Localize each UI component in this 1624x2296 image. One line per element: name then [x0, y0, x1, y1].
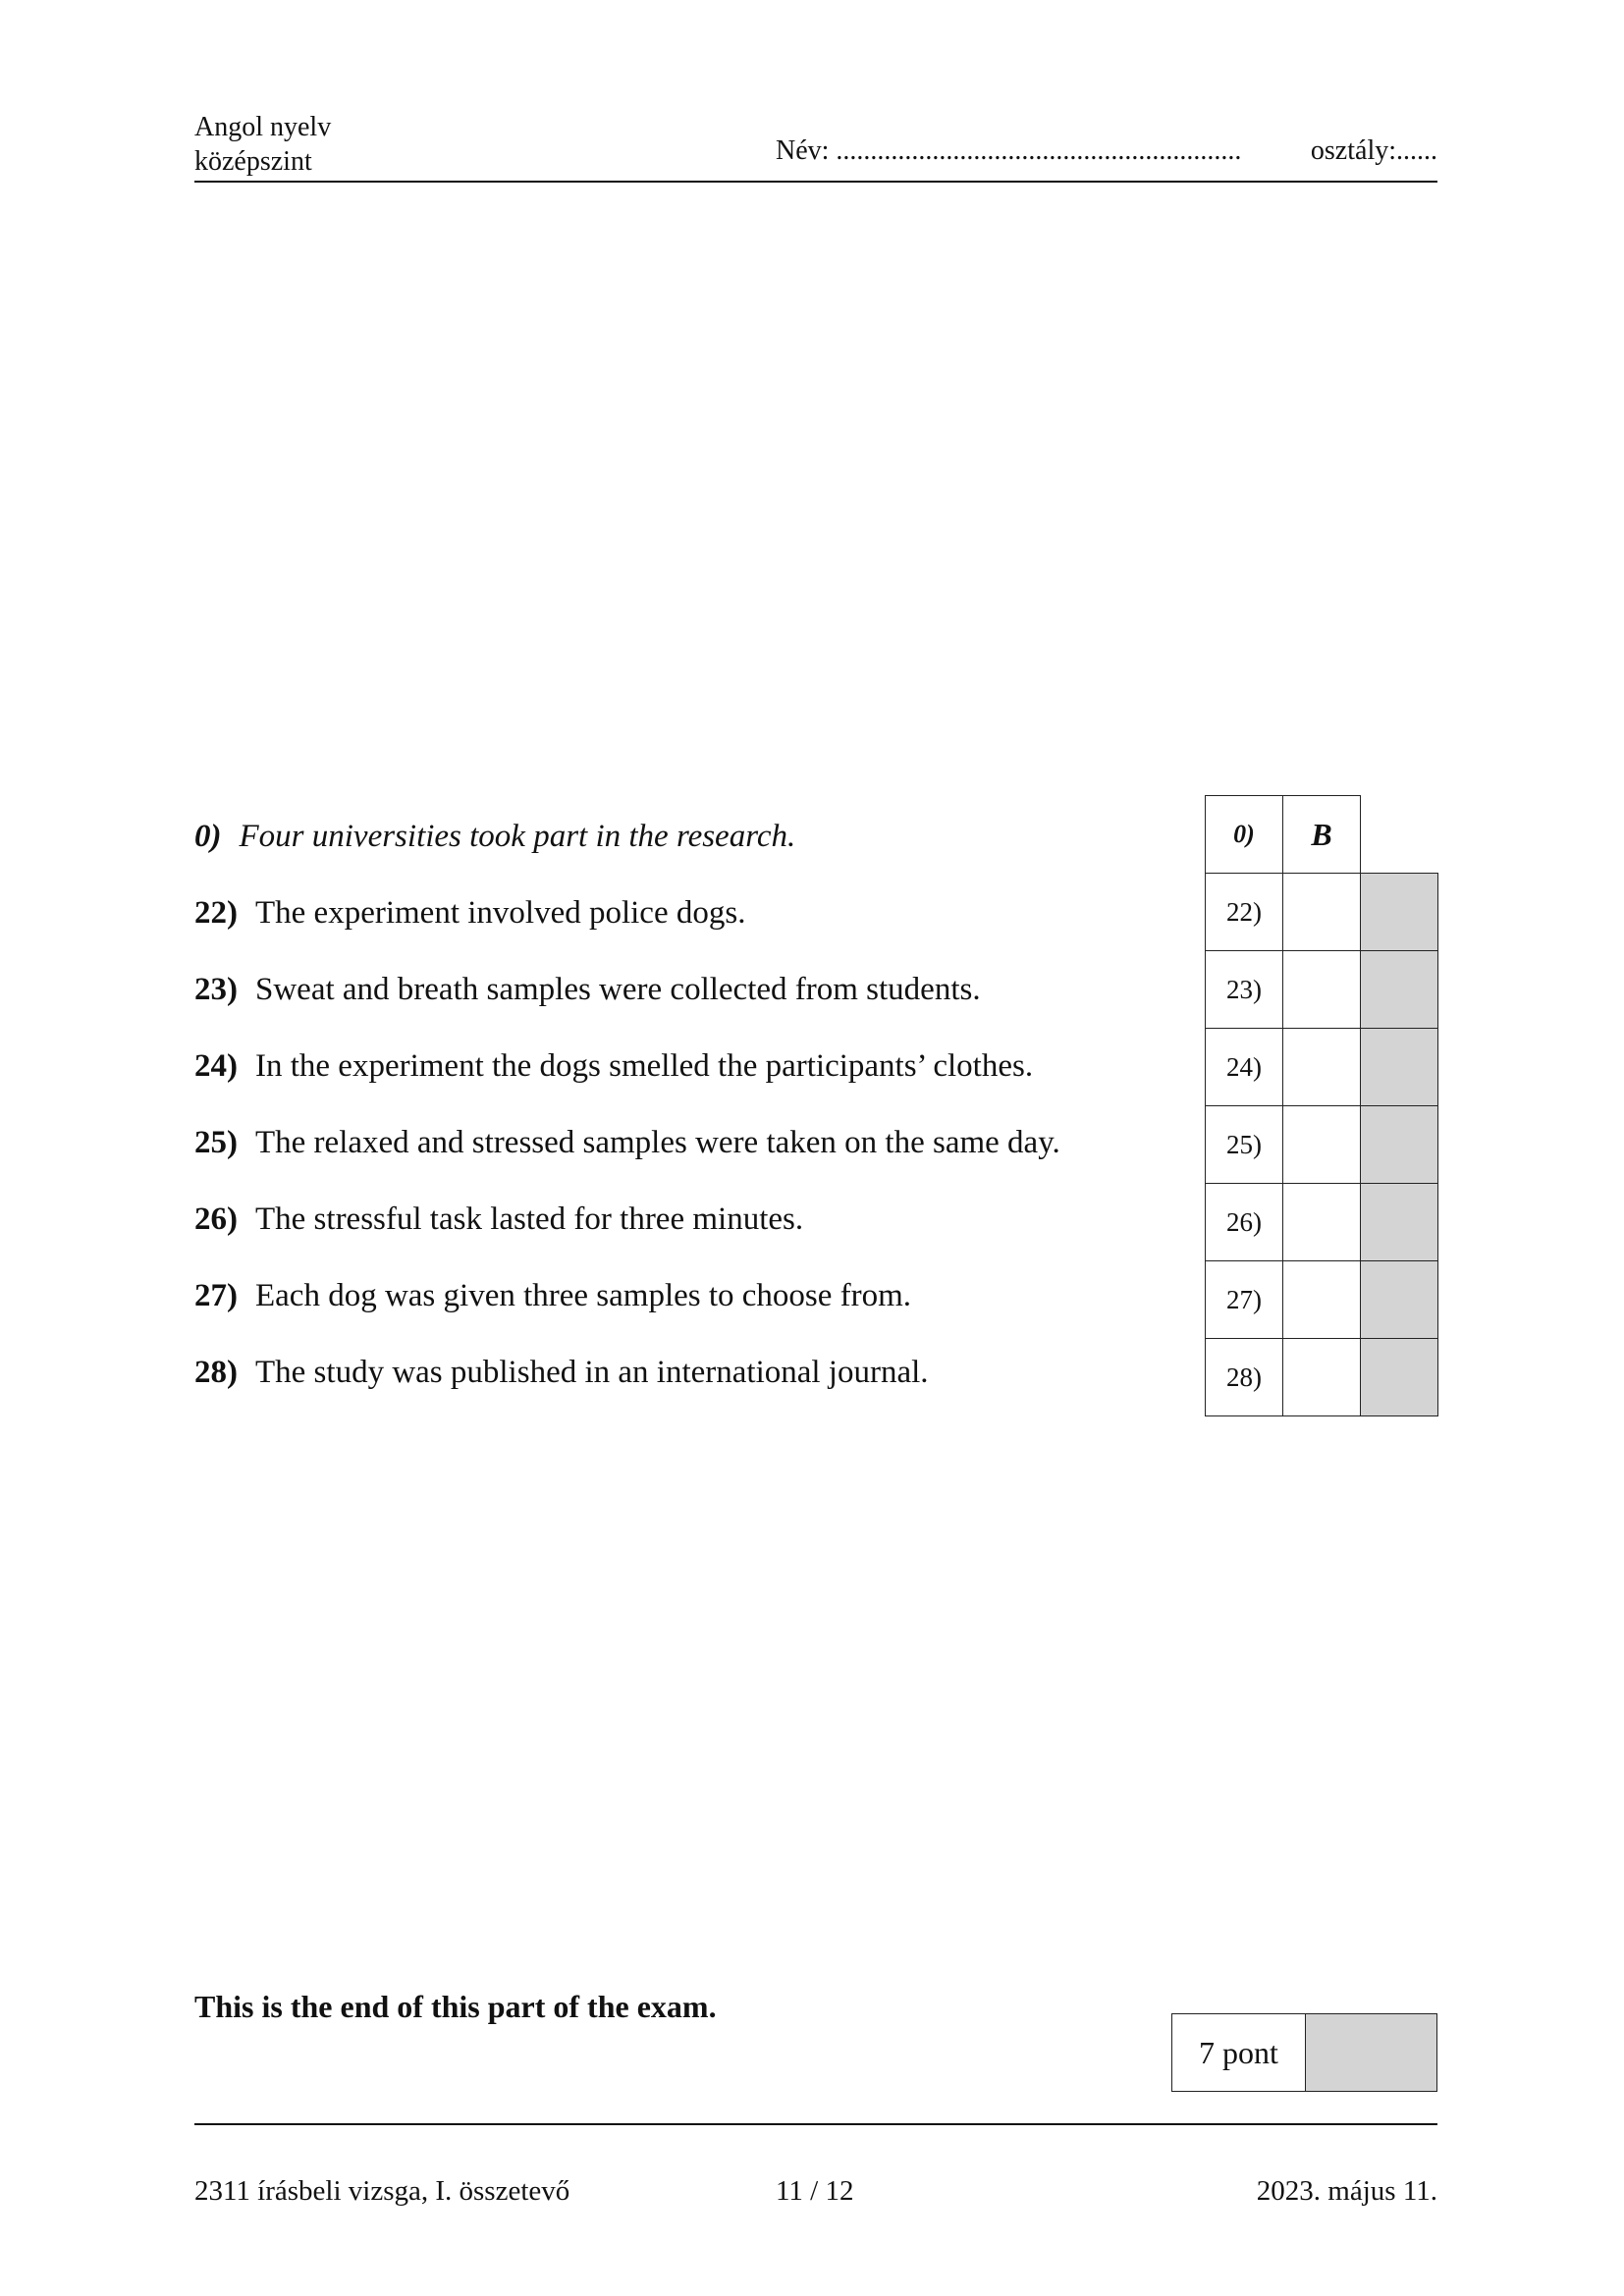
total-score-label: 7 pont: [1172, 2014, 1306, 2091]
question-number: 23): [194, 972, 238, 1007]
score-cell-28: [1360, 1338, 1438, 1416]
total-score-value-cell: [1306, 2014, 1436, 2091]
header-divider: [194, 181, 1437, 183]
question-number: 27): [194, 1278, 238, 1313]
question-25: [194, 1125, 1060, 1161]
question-number: 0): [194, 819, 222, 854]
footer-exam-code: 2311 írásbeli vizsga, I. összetevő: [194, 2175, 570, 2207]
answer-cell-25[interactable]: [1282, 1105, 1361, 1184]
question-text: In the experiment the dogs smelled the participants’ clothes.: [255, 1048, 1034, 1084]
end-of-part-text: This is the end of this part of the exam.: [194, 1989, 717, 2024]
question-26: [194, 1201, 803, 1238]
answer-cell-28[interactable]: [1282, 1338, 1361, 1416]
row-label-cell: 22): [1205, 873, 1283, 951]
class-field: osztály:......: [1310, 135, 1437, 166]
example-answer-cell: B: [1282, 795, 1361, 874]
question-text: Sweat and breath samples were collected from students.: [255, 972, 981, 1007]
question-text: Each dog was given three samples to choose from.: [255, 1278, 912, 1313]
answer-cell-23[interactable]: [1282, 950, 1361, 1029]
question-text: The relaxed and stressed samples were taken on the same day.: [255, 1125, 1060, 1160]
question-text: Four universities took part in the research.: [239, 819, 796, 854]
question-example: [194, 819, 795, 855]
question-number: 25): [194, 1125, 238, 1160]
answer-cell-22[interactable]: [1282, 873, 1361, 951]
question-24: [194, 1048, 1033, 1085]
score-cell-26: [1360, 1183, 1438, 1261]
question-number: 26): [194, 1201, 238, 1237]
row-label-cell: 24): [1205, 1028, 1283, 1106]
footer-date: 2023. május 11.: [1256, 2175, 1437, 2207]
subject-text: Angol nyelv: [194, 112, 332, 142]
score-cell-23: [1360, 950, 1438, 1029]
footer-divider: [194, 2123, 1437, 2125]
question-number: 28): [194, 1355, 238, 1390]
level-text: középszint: [194, 146, 312, 177]
row-label-cell: 23): [1205, 950, 1283, 1029]
score-cell-24: [1360, 1028, 1438, 1106]
total-score-box: [1171, 2013, 1437, 2092]
question-27: [194, 1278, 911, 1314]
question-text: The study was published in an international journal.: [255, 1355, 929, 1390]
answer-cell-26[interactable]: [1282, 1183, 1361, 1261]
name-field: Név: ...........................................................: [776, 135, 1242, 166]
answer-cell-24[interactable]: [1282, 1028, 1361, 1106]
footer-page-number: 11 / 12: [776, 2175, 854, 2207]
question-text: The experiment involved police dogs.: [255, 895, 746, 931]
example-label-cell: 0): [1205, 795, 1283, 874]
row-label-cell: 27): [1205, 1260, 1283, 1339]
answer-cell-27[interactable]: [1282, 1260, 1361, 1339]
row-label-cell: 28): [1205, 1338, 1283, 1416]
score-cell-25: [1360, 1105, 1438, 1184]
header-subject: [194, 110, 331, 179]
question-text: The stressful task lasted for three minutes.: [255, 1201, 804, 1237]
question-28: [194, 1355, 929, 1391]
row-label-cell: 26): [1205, 1183, 1283, 1261]
question-22: [194, 895, 745, 932]
question-number: 22): [194, 895, 238, 931]
row-label-cell: 25): [1205, 1105, 1283, 1184]
question-23: [194, 972, 981, 1008]
question-number: 24): [194, 1048, 238, 1084]
score-cell-27: [1360, 1260, 1438, 1339]
score-cell-22: [1360, 873, 1438, 951]
